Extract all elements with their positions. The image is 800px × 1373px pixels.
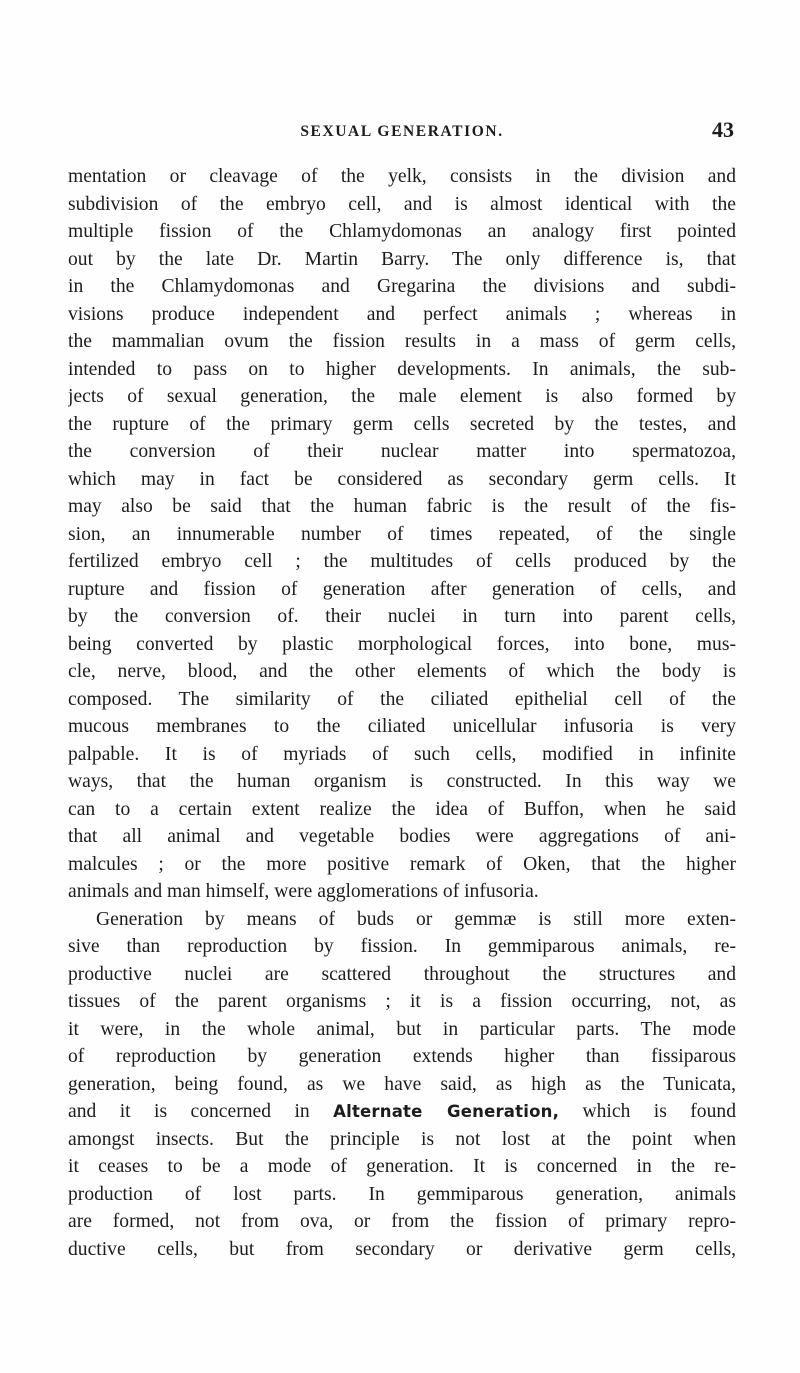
line-start: and it is concerned in (68, 1101, 310, 1122)
text-line: ways, that the human organism is constructed. In this way we (68, 771, 736, 792)
text-line: rupture and fission of generation after generation of cells, and (68, 578, 736, 600)
text-line: animals and man himself, were agglomerations of infusoria. (68, 881, 539, 902)
text-line: out by the late Dr. Martin Barry. The only difference is, that (68, 248, 736, 270)
text-line: mucous membranes to the ciliated unicellular infusoria is very (68, 716, 736, 737)
text-line: intended to pass on to higher developments. In animals, the sub- (68, 358, 736, 380)
text-line: can to a certain extent realize the idea of Buffon, when he said (68, 798, 736, 820)
text-line: being converted by plastic morphological forces, into bone, mus- (68, 633, 736, 655)
text-line: sion, an innumerable number of times repeated, of the single (68, 523, 736, 545)
text-line: sive than reproduction by fission. In gemmiparous animals, re- (68, 936, 736, 957)
text-line: tissues of the parent organisms ; it is a fission occurring, not, as (68, 991, 736, 1012)
text-line: which may in fact be considered as secondary germ cells. It (68, 468, 736, 490)
text-line: productive nuclei are scattered throughout the structures and (68, 963, 736, 985)
text-line: fertilized embryo cell ; the multitudes of cells produced by the (68, 551, 736, 572)
text-line: production of lost parts. In gemmiparous generation, animals (68, 1183, 736, 1205)
text-line: it ceases to be a mode of generation. It is concerned in the re- (68, 1156, 736, 1177)
text-line: that all animal and vegetable bodies were aggregations of ani- (68, 826, 736, 847)
text-line-emphasis (68, 1098, 736, 1126)
text-line: multiple fission of the Chlamydomonas an analogy first pointed (68, 221, 736, 242)
text-line: composed. The similarity of the ciliated epithelial cell of the (68, 688, 736, 710)
text-line: subdivision of the embryo cell, and is almost identical with the (68, 193, 736, 215)
text-line: jects of sexual generation, the male element is also formed by (68, 386, 736, 407)
text-line: Generation by means of buds or gemmæ is still more exten- (96, 908, 736, 930)
text-line: the mammalian ovum the fission results in a mass of germ cells, (68, 331, 736, 352)
text-line: cle, nerve, blood, and the other elements of which the body is (68, 661, 736, 682)
text-line: by the conversion of. their nuclei in turn into parent cells, (68, 606, 736, 627)
text-line: it were, in the whole animal, but in particular parts. The mode (68, 1018, 736, 1040)
text-line: malcules ; or the more positive remark of Oken, that the higher (68, 853, 736, 875)
text-line: mentation or cleavage of the yelk, consists in the division and (68, 166, 736, 187)
text-line: generation, being found, as we have said, as high as the Tunicata, (68, 1073, 736, 1095)
text-line: the conversion of their nuclear matter into spermatozoa, (68, 441, 736, 462)
text-line: ductive cells, but from secondary or derivative germ cells, (68, 1238, 736, 1260)
page-number: 43 (712, 117, 734, 142)
text-line: are formed, not from ova, or from the fission of primary repro- (68, 1211, 736, 1232)
body-text (68, 163, 736, 1263)
text-line: amongst insects. But the principle is not lost at the point when (68, 1128, 736, 1150)
emphasized-term: Alternate Generation, (333, 1102, 560, 1121)
line-end: which is found (582, 1101, 736, 1122)
text-line: visions produce independent and perfect animals ; whereas in (68, 303, 736, 325)
text-line: of reproduction by generation extends higher than fissiparous (68, 1046, 736, 1067)
text-line: the rupture of the primary germ cells secreted by the testes, and (68, 413, 736, 435)
text-line: in the Chlamydomonas and Gregarina the divisions and subdi- (68, 276, 736, 297)
running-head (68, 117, 736, 147)
text-line: palpable. It is of myriads of such cells, modified in infinite (68, 743, 736, 765)
running-title: SEXUAL GENERATION. (300, 123, 504, 140)
text-line: may also be said that the human fabric is the result of the fis- (68, 496, 736, 517)
